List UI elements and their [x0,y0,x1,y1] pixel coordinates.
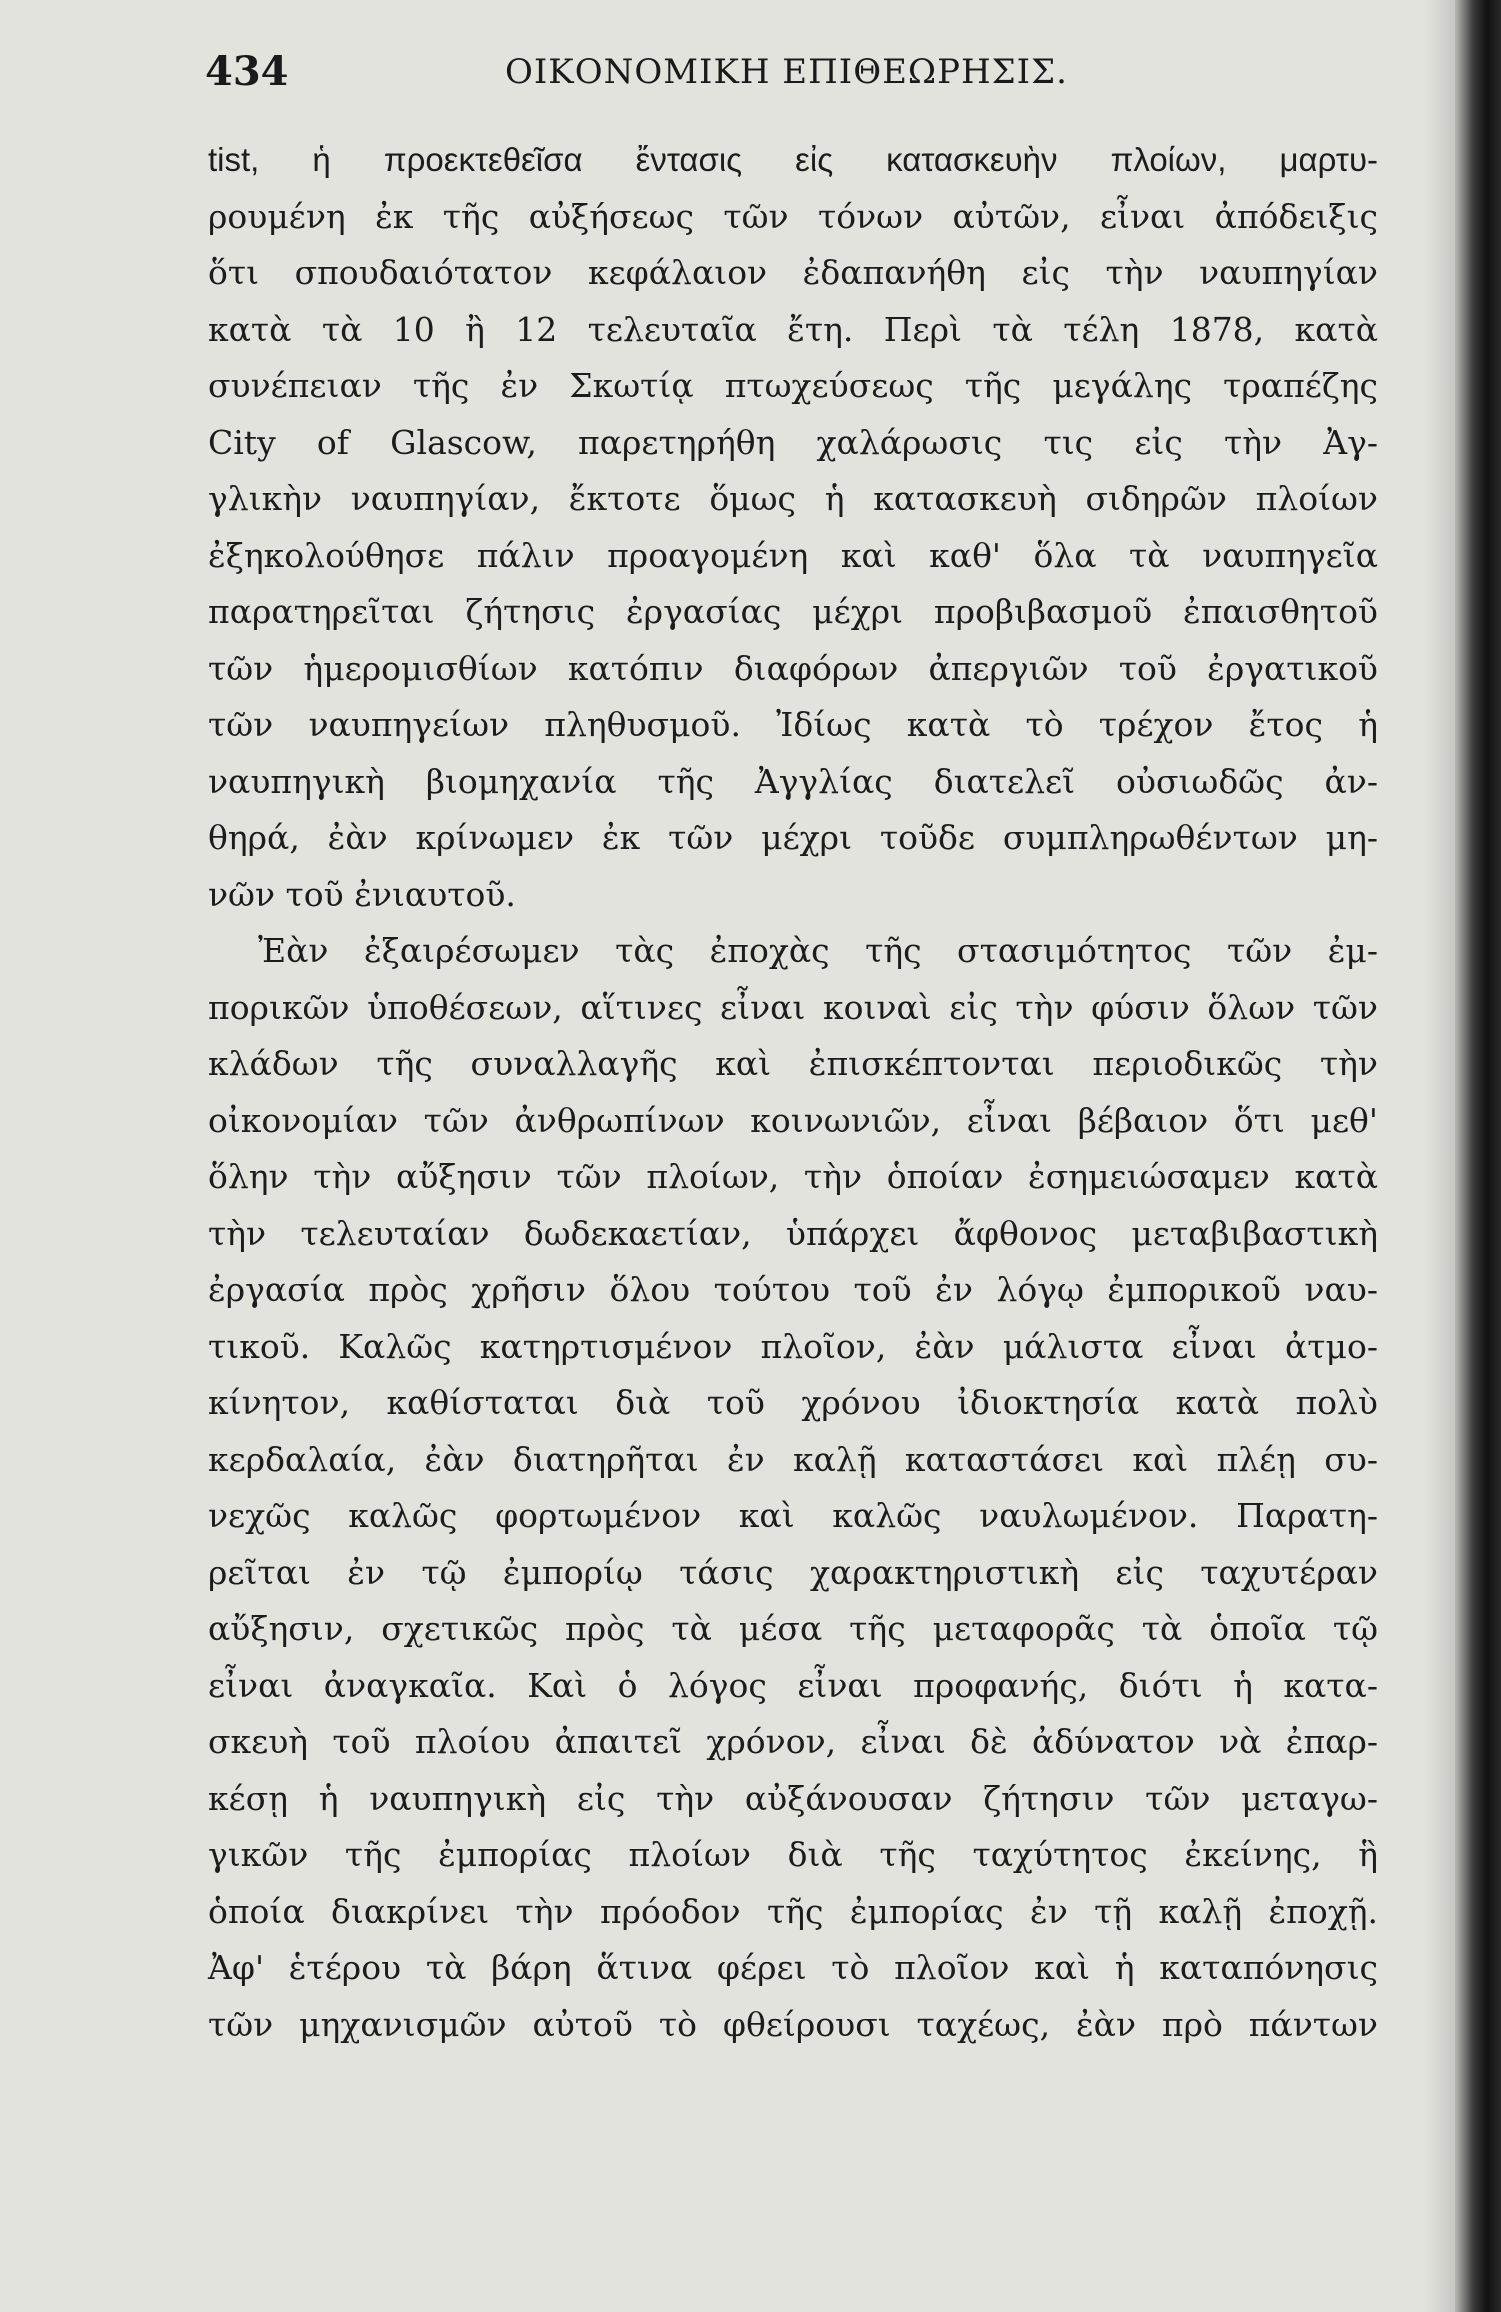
running-head: ΟΙΚΟΝΟΜΙΚΗ ΕΠΙΘΕΩΡΗΣΙΣ. [505,52,1068,92]
text-line: οἰκονομίαν τῶν ἀνθρωπίνων κοινωνιῶν, εἶναι βέβαιον ὅτι μεθ' [208,1100,1378,1140]
text-line: Ἐὰν ἐξαιρέσωμεν τὰς ἐποχὰς τῆς στασιμότητος τῶν ἐμ- [258,931,1378,970]
text-line: τὴν τελευταίαν δωδεκαετίαν, ὑπάρχει ἄφθονος μεταβιβαστικὴ [208,1213,1378,1253]
text-line: ρεῖται ἐν τῷ ἐμπορίῳ τάσις χαρακτηριστικὴ εἰς ταχυτέραν [208,1552,1378,1592]
text-line: συνέπειαν τῆς ἐν Σκωτίᾳ πτωχεύσεως τῆς μεγάλης τραπέζης [208,366,1378,405]
text-line: σκευὴ τοῦ πλοίου ἀπαιτεῖ χρόνον, εἶναι δὲ ἀδύνατον νὰ ἐπαρ- [208,1722,1378,1761]
page-header [205,48,1355,108]
text-line: κίνητον, καθίσταται διὰ τοῦ χρόνου ἰδιοκτησία κατὰ πολὺ [208,1383,1378,1422]
text-line: ἐργασία πρὸς χρῆσιν ὅλου τούτου τοῦ ἐν λόγῳ ἐμπορικοῦ ναυ- [208,1270,1378,1309]
text-line: αὔξησιν, σχετικῶς πρὸς τὰ μέσα τῆς μεταφορᾶς τὰ ὁποῖα τῷ [208,1609,1378,1648]
text-line: νεχῶς καλῶς φορτωμένον καὶ καλῶς ναυλωμένον. Παρατη- [208,1496,1378,1535]
text-line: City of Glascow, παρετηρήθη χαλάρωσις τις εἰς τὴν Ἀγ- [208,422,1378,462]
text-line: κλάδων τῆς συναλλαγῆς καὶ ἐπισκέπτονται περιοδικῶς τὴν [208,1044,1378,1083]
text-line: τῶν μηχανισμῶν αὐτοῦ τὸ φθείρουσι ταχέως, ἐὰν πρὸ πάντων [208,2004,1378,2044]
body-text [208,132,1378,2053]
text-line: ὁποία διακρίνει τὴν πρόοδον τῆς ἐμπορίας ἐν τῇ καλῇ ἐποχῇ. [208,1891,1378,1931]
page-shadow [1425,0,1455,2312]
page-number: 434 [205,48,289,95]
text-line: tist, ἡ προεκτεθεῖσα ἔντασις εἰς κατασκευὴν πλοίων, μαρτυ- [208,141,1378,178]
text-line: κατὰ τὰ 10 ἢ 12 τελευταῖα ἔτη. Περὶ τὰ τέλη 1878, κατὰ [208,309,1378,349]
text-line: ὅλην τὴν αὔξησιν τῶν πλοίων, τὴν ὁποίαν ἐσημειώσαμεν κατὰ [208,1157,1378,1196]
text-line: κερδαλαία, ἐὰν διατηρῆται ἐν καλῇ καταστάσει καὶ πλέῃ συ- [208,1439,1378,1479]
text-line: πορικῶν ὑποθέσεων, αἵτινες εἶναι κοιναὶ εἰς τὴν φύσιν ὅλων τῶν [208,987,1378,1027]
text-line: γικῶν τῆς ἐμπορίας πλοίων διὰ τῆς ταχύτητος ἐκείνης, ἣ [208,1835,1378,1874]
text-line: τικοῦ. Καλῶς κατηρτισμένον πλοῖον, ἐὰν μάλιστα εἶναι ἀτμο- [208,1326,1378,1366]
text-line: θηρά, ἐὰν κρίνωμεν ἐκ τῶν μέχρι τοῦδε συμπληρωθέντων μη- [208,818,1378,857]
text-line: ναυπηγικὴ βιομηχανία τῆς Ἀγγλίας διατελεῖ οὐσιωδῶς ἀν- [208,761,1378,801]
text-line: Ἀφ' ἑτέρου τὰ βάρη ἅτινα φέρει τὸ πλοῖον καὶ ἡ καταπόνησις [208,1948,1378,1987]
text-line: εἶναι ἀναγκαῖα. Καὶ ὁ λόγος εἶναι προφανής, διότι ἡ κατα- [208,1665,1378,1705]
text-line: ἐξηκολούθησε πάλιν προαγομένη καὶ καθ' ὅλα τὰ ναυπηγεῖα [208,535,1378,575]
text-line: τῶν ναυπηγείων πληθυσμοῦ. Ἰδίως κατὰ τὸ τρέχον ἔτος ἡ [208,705,1378,744]
book-spine [1455,0,1501,2312]
text-line: ὅτι σπουδαιότατον κεφάλαιον ἐδαπανήθη εἰς τὴν ναυπηγίαν [208,253,1378,292]
text-line: ρουμένη ἐκ τῆς αὐξήσεως τῶν τόνων αὐτῶν, εἶναι ἀπόδειξις [208,196,1378,236]
text-line: κέσῃ ἡ ναυπηγικὴ εἰς τὴν αὐξάνουσαν ζήτησιν τῶν μεταγω- [208,1778,1378,1818]
text-line: τῶν ἡμερομισθίων κατόπιν διαφόρων ἀπεργιῶν τοῦ ἐργατικοῦ [208,648,1378,688]
text-line: παρατηρεῖται ζήτησις ἐργασίας μέχρι προβιβασμοῦ ἐπαισθητοῦ [208,592,1378,631]
text-line: γλικὴν ναυπηγίαν, ἔκτοτε ὅμως ἡ κατασκευὴ σιδηρῶν πλοίων [208,479,1378,518]
text-line: νῶν τοῦ ἐνιαυτοῦ. [208,874,516,914]
